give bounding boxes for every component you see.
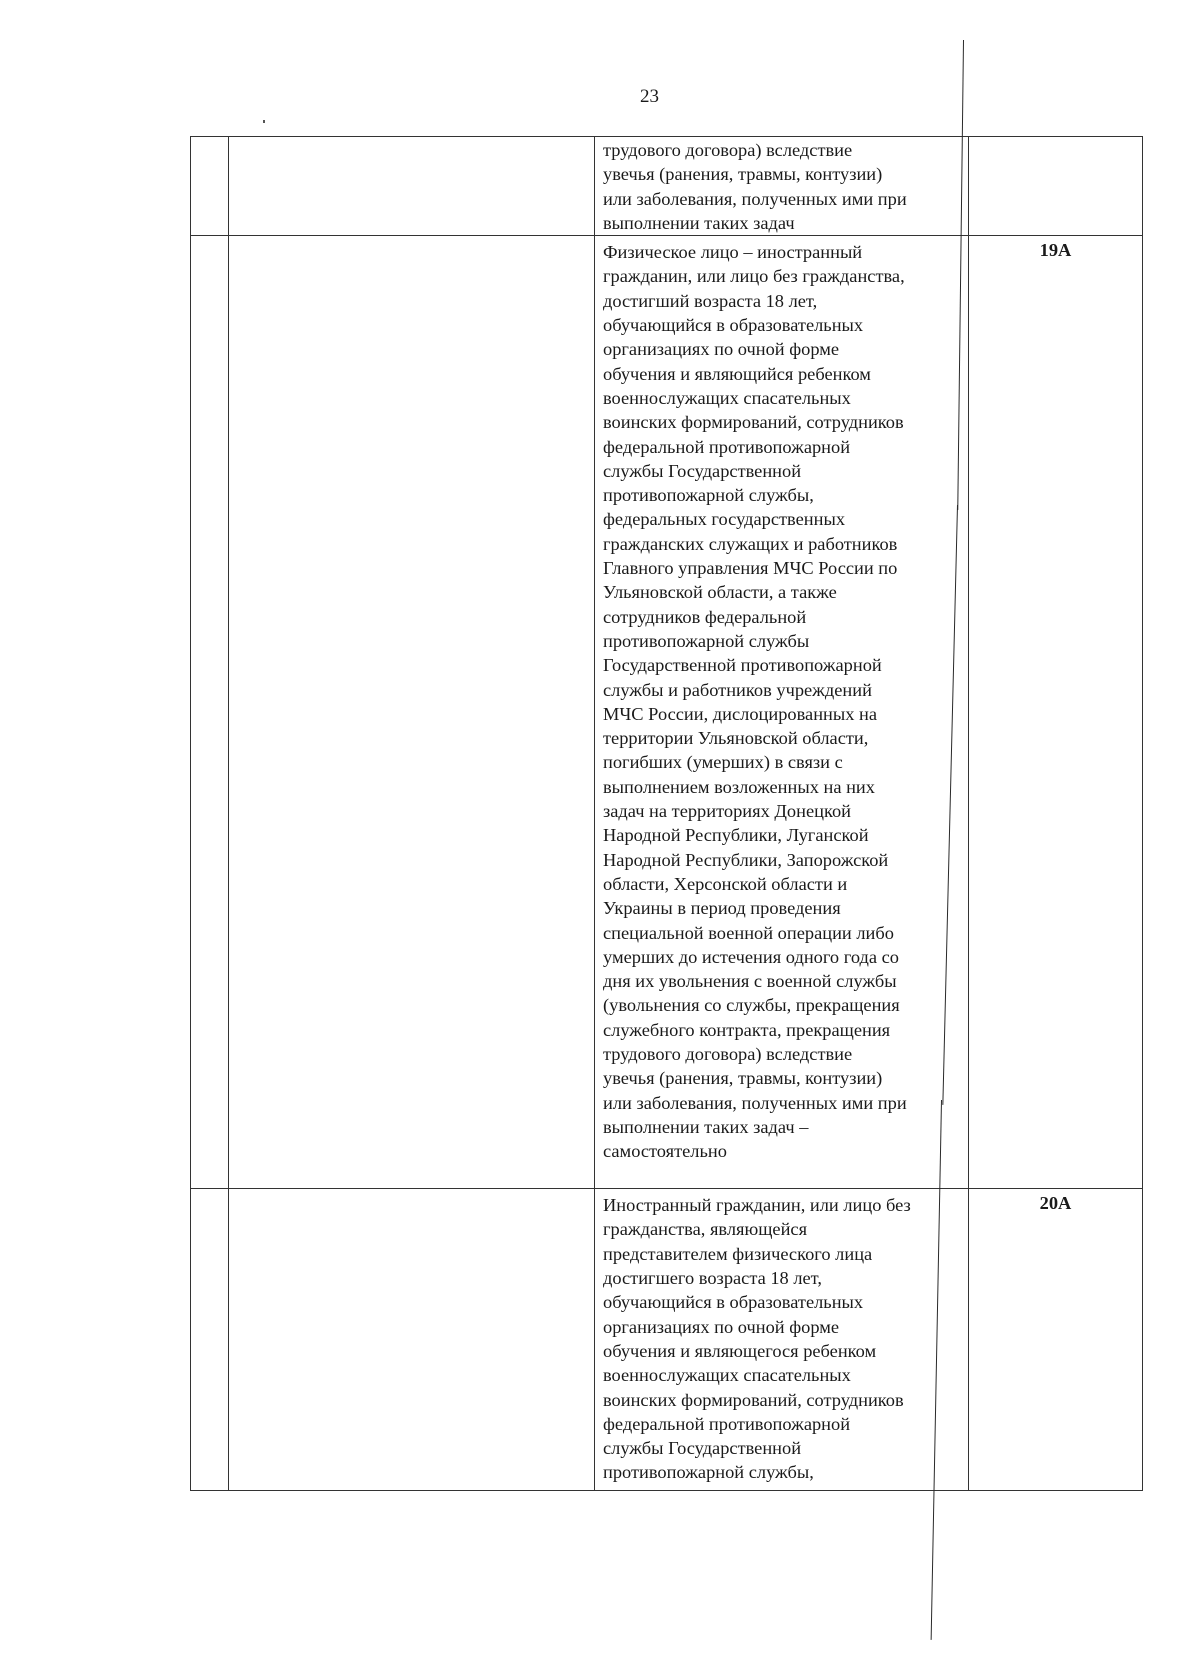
category-cell xyxy=(229,137,595,236)
table-row xyxy=(191,137,1143,236)
description-text: Иностранный гражданин, или лицо без гражданства, являющейся представителем физического лица достигшего возраста 18 лет, обучающийся в образовательных организациях по очной форме обучения и являющегося ребенком военнослужащих спасательных воинских формирований, сотрудников федеральной противопожарной службы Государственной противопожарной службы, xyxy=(603,1195,911,1483)
description-cell xyxy=(595,236,969,1189)
code-text: 20А xyxy=(1039,1193,1072,1214)
description-text: трудового договора) вследствие увечья (ранения, травмы, контузии) или заболевания, полученных ими при выполнении таких задач xyxy=(603,140,907,233)
scan-speck xyxy=(263,120,265,123)
page-number: 23 xyxy=(640,86,659,107)
code-cell xyxy=(969,236,1143,1189)
benefits-table xyxy=(190,136,1143,1491)
table-row xyxy=(191,236,1143,1189)
row-index-cell xyxy=(191,1189,229,1491)
description-text: Физическое лицо – иностранный гражданин, или лицо без гражданства, достигший возраста 18 лет, обучающийся в образовательных организациях по очной форме обучения и являющийся ребенком военнослужащих спасательных воинских формирований, сотрудников федеральной противопожарной службы Государственной противопожарной службы, федеральных государственных гражданских служащих и работников Главного управления МЧС России по Ульяновской области, а также сотрудников федеральной противопожарной службы Государственной противопожарной службы и работников учреждений МЧС России, дислоцированных на территории Ульяновской области, погибших (умерших) в связи с выполнением возложенных на них задач на территориях Донецкой Народной Республики, Луганской Народной Республики, Запорожской области, Херсонской области и Украины в период проведения специальной военной операции либо умерших до истечения одного года со дня их увольнения с военной службы (увольнения со службы, прекращения служебного контракта, прекращения трудового договора) вследствие увечья (ранения, травмы, контузии) или заболевания, полученных ими при выполнении таких задач – самостоятельно xyxy=(603,242,907,1162)
row-index-cell xyxy=(191,236,229,1189)
table-row xyxy=(191,1189,1143,1491)
code-text: 19А xyxy=(1039,240,1072,261)
description-cell xyxy=(595,1189,969,1491)
code-text xyxy=(969,137,1142,139)
row-index-cell xyxy=(191,137,229,236)
code-cell xyxy=(969,1189,1143,1491)
category-cell xyxy=(229,1189,595,1491)
code-cell xyxy=(969,137,1143,236)
description-cell xyxy=(595,137,969,236)
category-cell xyxy=(229,236,595,1189)
